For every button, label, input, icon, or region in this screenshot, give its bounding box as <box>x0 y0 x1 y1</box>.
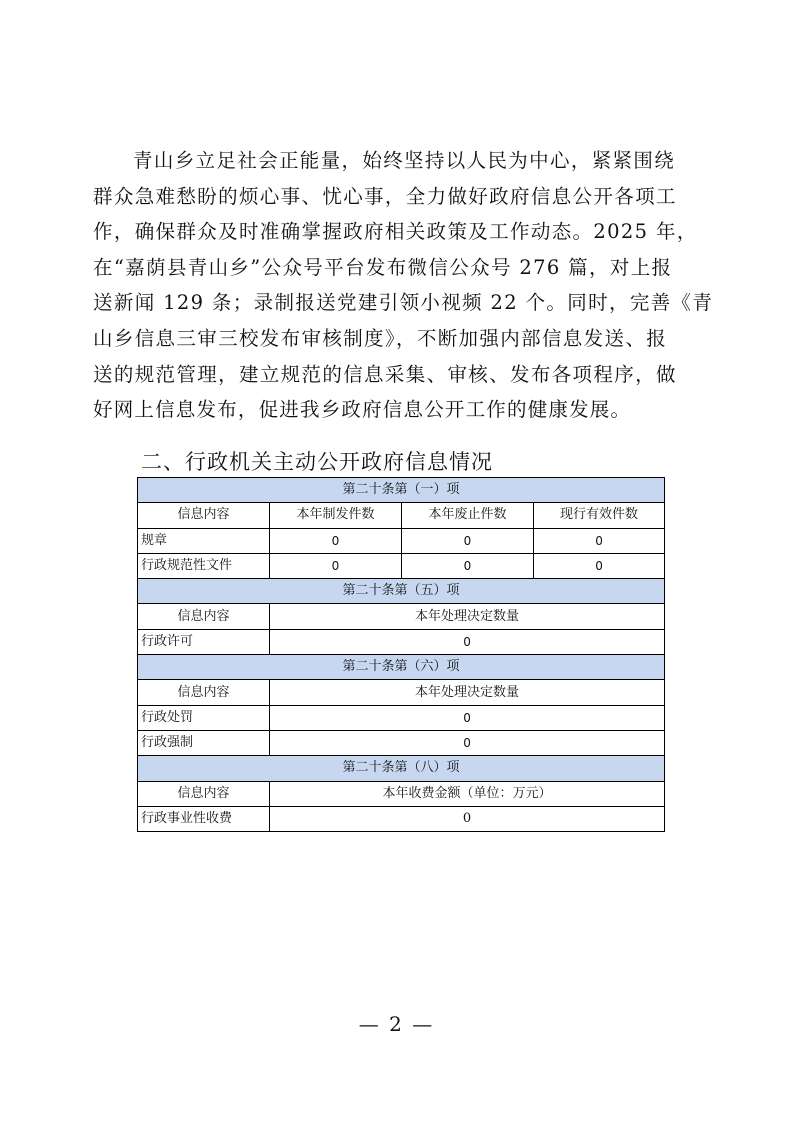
row-label: 行政处罚 <box>138 705 270 730</box>
column-header: 本年制发件数 <box>270 503 402 528</box>
section-header-article-20-5: 第二十条第（五）项 <box>138 579 665 604</box>
cell-value: 0 <box>270 553 402 578</box>
section-header-row <box>138 478 665 503</box>
disclosure-table <box>137 477 665 832</box>
column-header: 本年废止件数 <box>402 503 534 528</box>
paragraph-line: 在“嘉荫县青山乡”公众号平台发布微信公众号 276 篇，对上报 <box>93 255 673 279</box>
paragraph-line: 好网上信息发布，促进我乡政府信息公开工作的健康发展。 <box>93 398 632 422</box>
row-label: 行政强制 <box>138 730 270 755</box>
table-row <box>138 629 665 654</box>
section-header-article-20-8: 第二十条第（八）项 <box>138 756 665 781</box>
section-header-row <box>138 756 665 781</box>
table-header-row <box>138 604 665 629</box>
paragraph-line: 群众急难愁盼的烦心事、忧心事，全力做好政府信息公开各项工 <box>93 184 677 208</box>
paragraph-line: 作，确保群众及时准确掌握政府相关政策及工作动态。2025 年， <box>93 220 698 244</box>
column-header: 信息内容 <box>138 604 270 629</box>
section-header-row <box>138 655 665 680</box>
table-row <box>138 553 665 578</box>
column-header: 信息内容 <box>138 680 270 705</box>
table-header-row <box>138 680 665 705</box>
section-header-row <box>138 579 665 604</box>
section-header-article-20-6: 第二十条第（六）项 <box>138 655 665 680</box>
row-label: 行政规范性文件 <box>138 553 270 578</box>
cell-value: 0 <box>270 528 402 553</box>
table-header-row <box>138 503 665 528</box>
paragraph-line: 送的规范管理，建立规范的信息采集、审核、发布各项程序，做 <box>93 362 677 386</box>
cell-value: 0 <box>534 528 665 553</box>
table-row <box>138 730 665 755</box>
column-header: 本年收费金额（单位：万元） <box>270 781 665 806</box>
table-row <box>138 806 665 831</box>
row-label: 行政事业性收费 <box>138 806 270 831</box>
cell-value: 0 <box>402 528 534 553</box>
section-title: 二、行政机关主动公开政府信息情况 <box>141 450 493 474</box>
column-header: 本年处理决定数量 <box>270 680 665 705</box>
table-header-row <box>138 781 665 806</box>
cell-value: 0 <box>534 553 665 578</box>
cell-value: 0 <box>270 806 665 831</box>
column-header: 信息内容 <box>138 503 270 528</box>
row-label: 规章 <box>138 528 270 553</box>
column-header: 本年处理决定数量 <box>270 604 665 629</box>
page-number: — 2 — <box>358 1012 435 1036</box>
column-header: 现行有效件数 <box>534 503 665 528</box>
paragraph-line: 送新闻 129 条；录制报送党建引领小视频 22 个。同时，完善《青 <box>93 291 714 315</box>
section-header-article-20-1: 第二十条第（一）项 <box>138 478 665 503</box>
cell-value: 0 <box>402 553 534 578</box>
cell-value: 0 <box>270 629 665 654</box>
paragraph-line: 山乡信息三审三校发布审核制度》，不断加强内部信息发送、报 <box>93 326 668 350</box>
column-header: 信息内容 <box>138 781 270 806</box>
cell-value: 0 <box>270 730 665 755</box>
paragraph-line: 青山乡立足社会正能量，始终坚持以人民为中心，紧紧围绕 <box>133 149 676 172</box>
table-row <box>138 528 665 553</box>
body-paragraph <box>93 143 714 428</box>
row-label: 行政许可 <box>138 629 270 654</box>
table-row <box>138 705 665 730</box>
cell-value: 0 <box>270 705 665 730</box>
